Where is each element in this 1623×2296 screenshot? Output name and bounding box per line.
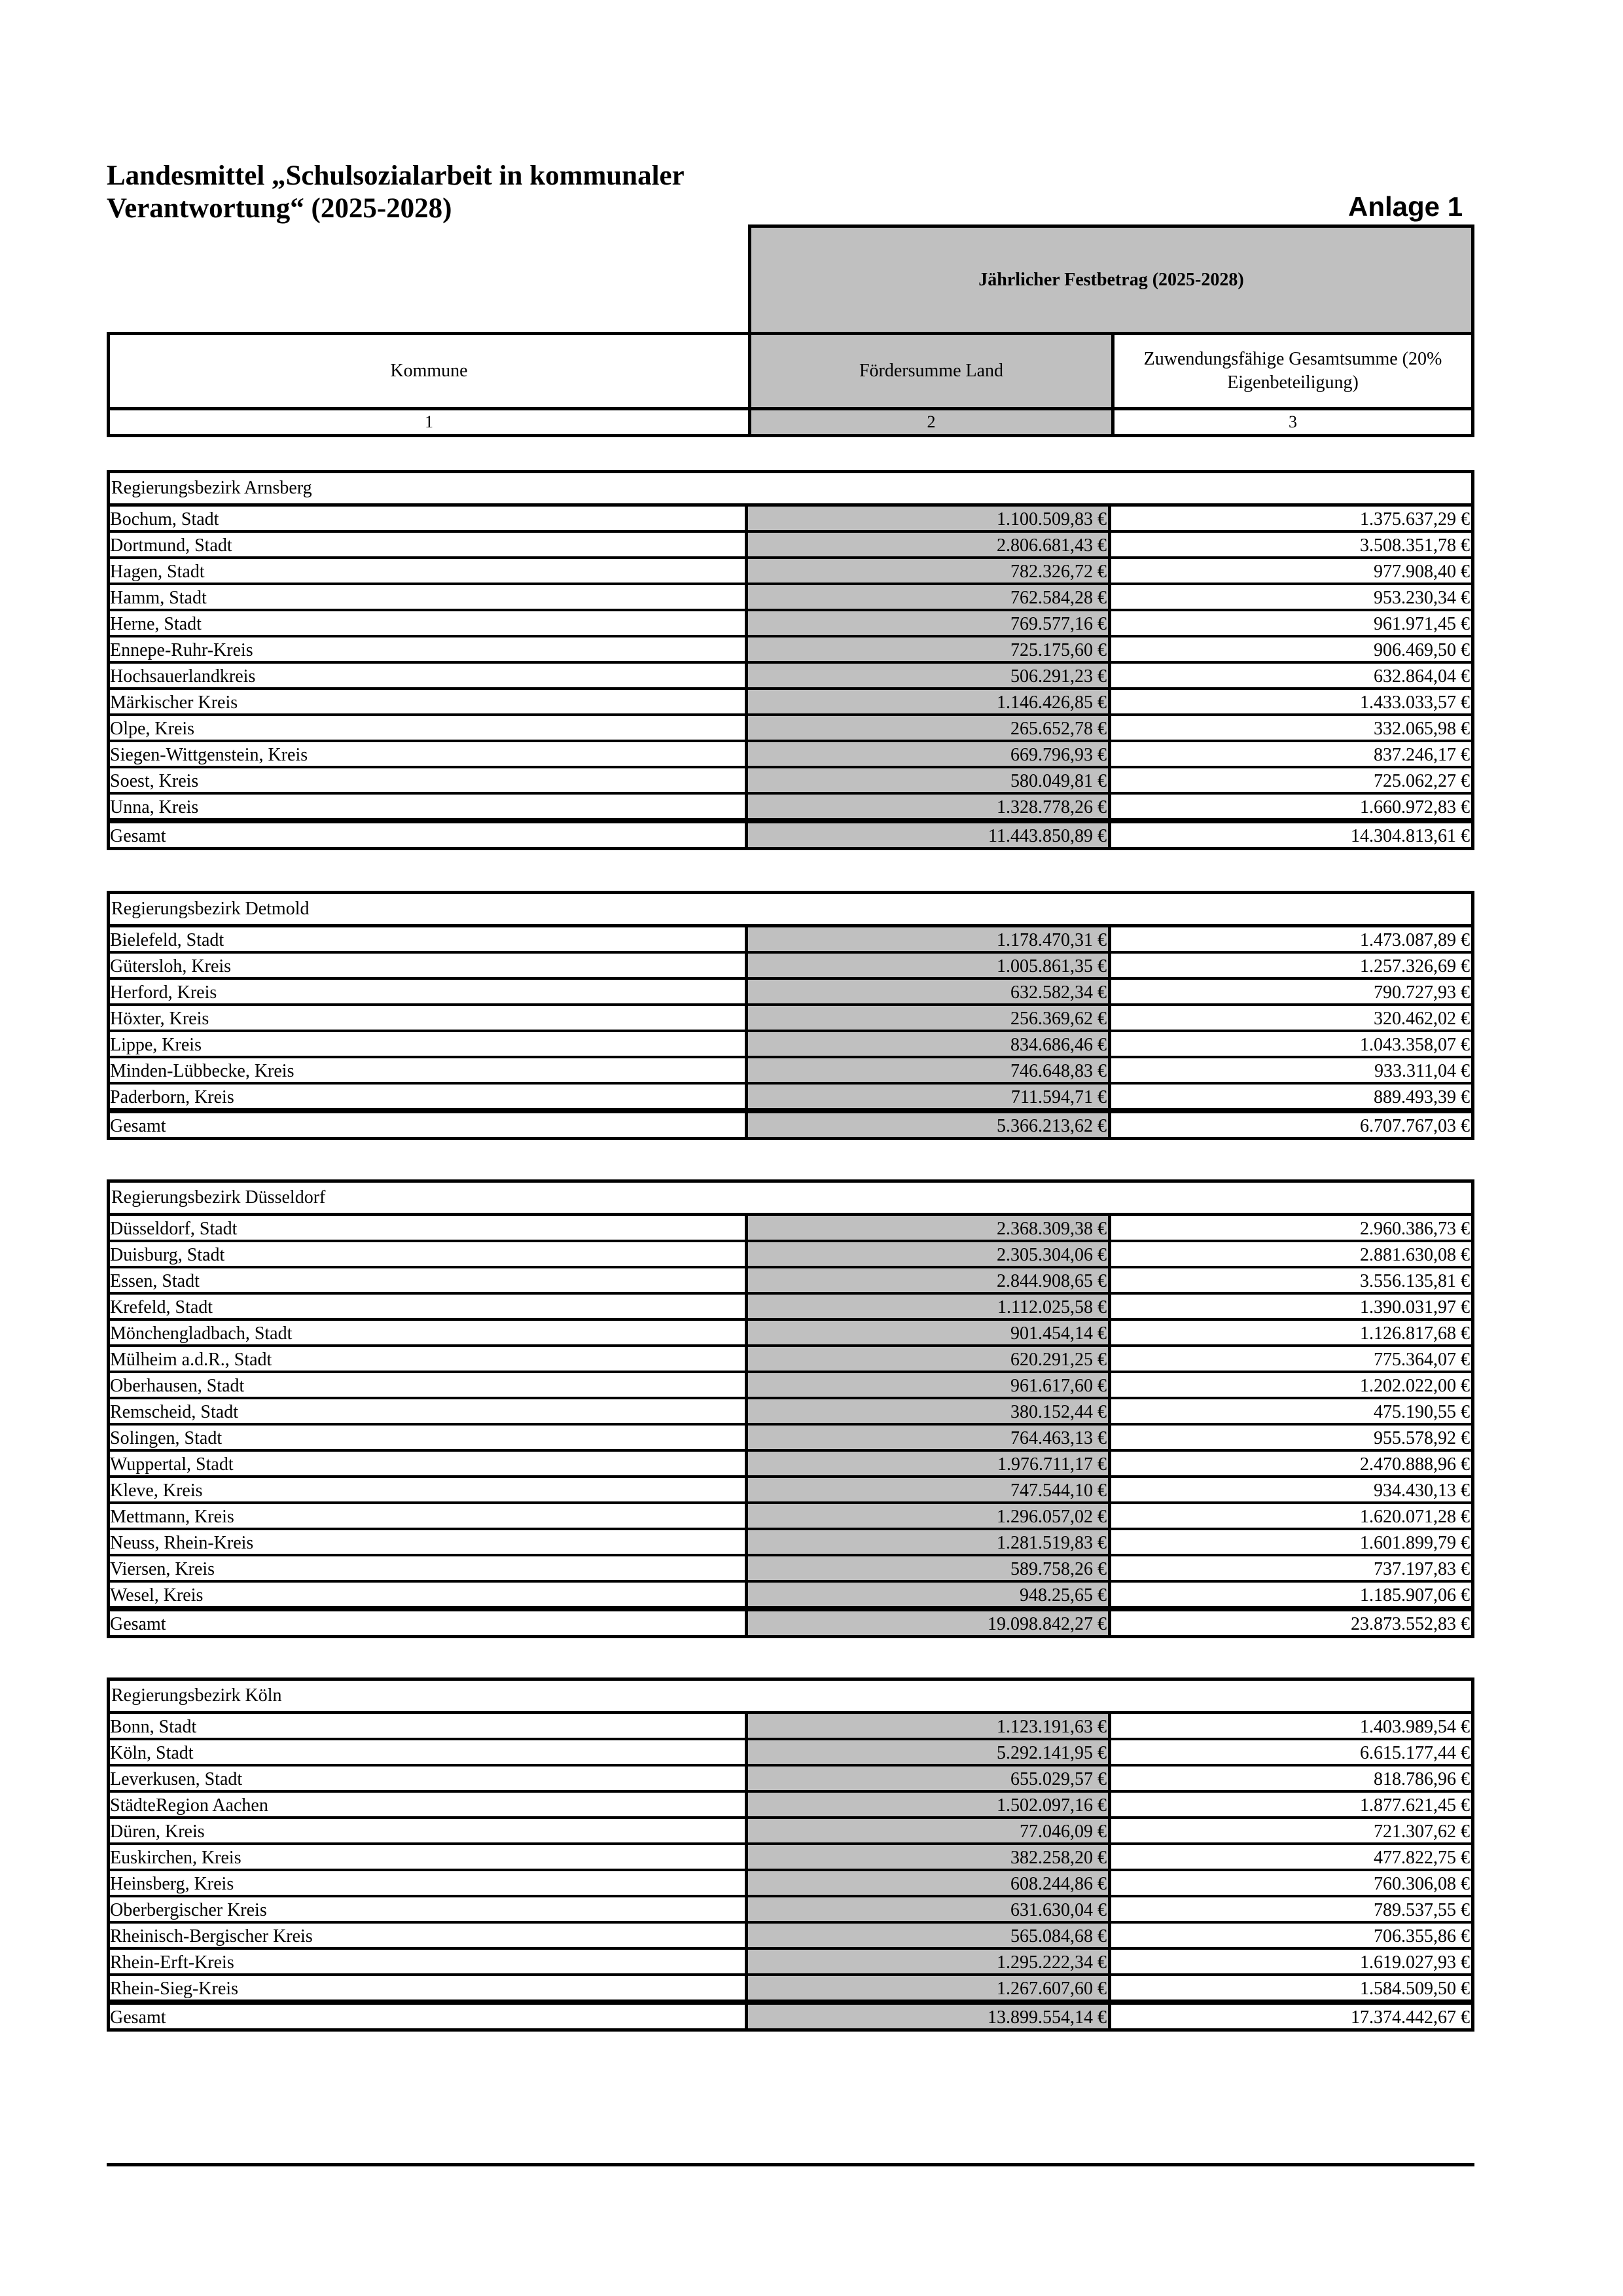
- gesamtsumme-cell: 632.864,04 €: [1374, 666, 1470, 687]
- municipality-cell: Lippe, Kreis: [110, 1035, 202, 1055]
- gesamtsumme-cell: 953.230,34 €: [1374, 588, 1470, 608]
- section-rows: [107, 507, 1474, 850]
- gesamtsumme-cell: 818.786,96 €: [1374, 1769, 1470, 1789]
- column-number-1: 1: [425, 412, 433, 431]
- foerdersumme-cell: 834.686,46 €: [745, 1032, 1111, 1056]
- foerdersumme-cell: 1.146.426,85 €: [745, 690, 1111, 713]
- total-row: [110, 2002, 1471, 2028]
- foerdersumme-cell: 764.463,13 €: [745, 1426, 1111, 1449]
- total-row: [110, 1609, 1471, 1635]
- section-title: Regierungsbezirk Arnsberg: [107, 470, 1474, 507]
- table-row: [110, 1058, 1471, 1085]
- document-title: [107, 160, 685, 225]
- municipality-cell: Unna, Kreis: [110, 797, 199, 817]
- gesamtsumme-cell: 889.493,39 €: [1374, 1087, 1470, 1107]
- foerdersumme-cell: 725.175,60 €: [745, 637, 1111, 661]
- foerdersumme-cell: 631.630,04 €: [745, 1897, 1111, 1921]
- foerdersumme-cell: 11.443.850,89 €: [745, 823, 1111, 847]
- foerdersumme-cell: 948.25,65 €: [745, 1583, 1111, 1606]
- foerdersumme-cell: 19.098.842,27 €: [745, 1611, 1111, 1635]
- municipality-cell: Bielefeld, Stadt: [110, 930, 224, 950]
- foerdersumme-cell: 1.100.509,83 €: [745, 507, 1111, 530]
- section-title: Regierungsbezirk Düsseldorf: [107, 1179, 1474, 1216]
- municipality-cell: Olpe, Kreis: [110, 719, 195, 739]
- gesamtsumme-cell: 475.190,55 €: [1374, 1402, 1470, 1422]
- table-row: [110, 954, 1471, 980]
- foerdersumme-cell: 77.046,09 €: [745, 1819, 1111, 1842]
- column-numbers: [107, 410, 1474, 437]
- table-row: [110, 1845, 1471, 1871]
- gesamtsumme-cell: 933.311,04 €: [1374, 1061, 1470, 1081]
- municipality-cell: Paderborn, Kreis: [110, 1087, 234, 1107]
- gesamtsumme-cell: 1.433.033,57 €: [1360, 692, 1470, 713]
- table-row: [110, 768, 1471, 795]
- section-rows: [107, 1216, 1474, 1638]
- foerdersumme-cell: 1.123.191,63 €: [745, 1714, 1111, 1738]
- municipality-cell: Mönchengladbach, Stadt: [110, 1323, 293, 1344]
- table-row: [110, 1452, 1471, 1478]
- gesamtsumme-cell: 14.304.813,61 €: [1351, 826, 1470, 846]
- foerdersumme-cell: 506.291,23 €: [745, 664, 1111, 687]
- gesamtsumme-cell: 789.537,55 €: [1374, 1900, 1470, 1920]
- gesamtsumme-cell: 934.430,13 €: [1374, 1480, 1470, 1501]
- table-row: [110, 716, 1471, 742]
- municipality-cell: Rheinisch-Bergischer Kreis: [110, 1926, 313, 1946]
- municipality-cell: Gesamt: [110, 1614, 166, 1634]
- table-row: [110, 1426, 1471, 1452]
- table-row: [110, 1295, 1471, 1321]
- gesamtsumme-cell: 332.065,98 €: [1374, 719, 1470, 739]
- table-row: [110, 795, 1471, 821]
- table-row: [110, 1006, 1471, 1032]
- table-row: [110, 1924, 1471, 1950]
- section-title: Regierungsbezirk Detmold: [107, 891, 1474, 927]
- footer-rule: [107, 2163, 1474, 2166]
- foerdersumme-cell: 746.648,83 €: [745, 1058, 1111, 1082]
- municipality-cell: Düren, Kreis: [110, 1821, 205, 1842]
- gesamtsumme-cell: 2.470.888,96 €: [1360, 1454, 1470, 1475]
- municipality-cell: Herford, Kreis: [110, 982, 217, 1003]
- table-row: [110, 1976, 1471, 2002]
- foerdersumme-cell: 711.594,71 €: [745, 1085, 1111, 1108]
- section-regierungsbezirk-detmold: [107, 891, 1474, 1140]
- table-row: [110, 1556, 1471, 1583]
- table-row: [110, 1373, 1471, 1399]
- header-foerdersumme: Fördersumme Land: [748, 335, 1115, 407]
- gesamtsumme-cell: 1.620.071,28 €: [1360, 1507, 1470, 1527]
- municipality-cell: Wuppertal, Stadt: [110, 1454, 234, 1475]
- gesamtsumme-cell: 1.043.358,07 €: [1360, 1035, 1470, 1055]
- gesamtsumme-cell: 1.473.087,89 €: [1360, 930, 1470, 950]
- foerdersumme-cell: 620.291,25 €: [745, 1347, 1111, 1371]
- table-row: [110, 1714, 1471, 1740]
- annex-label: Anlage 1: [1348, 191, 1463, 222]
- gesamtsumme-cell: 1.619.027,93 €: [1360, 1952, 1470, 1973]
- table-row: [110, 927, 1471, 954]
- foerdersumme-cell: 669.796,93 €: [745, 742, 1111, 766]
- table-row: [110, 1871, 1471, 1897]
- table-row: [110, 1767, 1471, 1793]
- table-row: [110, 742, 1471, 768]
- municipality-cell: Minden-Lübbecke, Kreis: [110, 1061, 294, 1081]
- table-row: [110, 690, 1471, 716]
- foerdersumme-cell: 1.178.470,31 €: [745, 927, 1111, 951]
- gesamtsumme-cell: 3.556.135,81 €: [1360, 1271, 1470, 1291]
- gesamtsumme-cell: 3.508.351,78 €: [1360, 535, 1470, 556]
- foerdersumme-cell: 782.326,72 €: [745, 559, 1111, 583]
- municipality-cell: Bochum, Stadt: [110, 509, 219, 529]
- municipality-cell: Viersen, Kreis: [110, 1559, 215, 1579]
- foerdersumme-cell: 1.112.025,58 €: [745, 1295, 1111, 1318]
- header-gesamtsumme: Zuwendungsfähige Gesamtsumme (20% Eigenbeteiligung): [1143, 349, 1442, 393]
- gesamtsumme-cell: 837.246,17 €: [1374, 745, 1470, 765]
- municipality-cell: Gesamt: [110, 2007, 166, 2028]
- foerdersumme-cell: 382.258,20 €: [745, 1845, 1111, 1869]
- gesamtsumme-cell: 725.062,27 €: [1374, 771, 1470, 791]
- section-rows: [107, 927, 1474, 1140]
- gesamtsumme-cell: 955.578,92 €: [1374, 1428, 1470, 1448]
- gesamtsumme-cell: 760.306,08 €: [1374, 1874, 1470, 1894]
- municipality-cell: Hochsauerlandkreis: [110, 666, 256, 687]
- table-row: [110, 1085, 1471, 1111]
- table-row: [110, 1897, 1471, 1924]
- foerdersumme-cell: 2.806.681,43 €: [745, 533, 1111, 556]
- gesamtsumme-cell: 1.375.637,29 €: [1360, 509, 1470, 529]
- table-row: [110, 1321, 1471, 1347]
- table-header: [107, 332, 1474, 410]
- gesamtsumme-cell: 2.960.386,73 €: [1360, 1219, 1470, 1239]
- municipality-cell: Wesel, Kreis: [110, 1585, 204, 1605]
- foerdersumme-cell: 632.582,34 €: [745, 980, 1111, 1003]
- gesamtsumme-cell: 1.601.899,79 €: [1360, 1533, 1470, 1553]
- municipality-cell: Märkischer Kreis: [110, 692, 238, 713]
- foerdersumme-cell: 1.328.778,26 €: [745, 795, 1111, 818]
- column-number-3: 3: [1289, 412, 1297, 431]
- gesamtsumme-cell: 23.873.552,83 €: [1351, 1614, 1470, 1634]
- gesamtsumme-cell: 1.202.022,00 €: [1360, 1376, 1470, 1396]
- municipality-cell: Köln, Stadt: [110, 1743, 194, 1763]
- municipality-cell: Mettmann, Kreis: [110, 1507, 234, 1527]
- municipality-cell: Remscheid, Stadt: [110, 1402, 238, 1422]
- table-row: [110, 1950, 1471, 1976]
- table-row: [110, 1819, 1471, 1845]
- foerdersumme-cell: 380.152,44 €: [745, 1399, 1111, 1423]
- municipality-cell: Rhein-Erft-Kreis: [110, 1952, 234, 1973]
- gesamtsumme-cell: 1.185.907,06 €: [1360, 1585, 1470, 1605]
- table-row: [110, 1504, 1471, 1530]
- total-row: [110, 821, 1471, 847]
- foerdersumme-cell: 655.029,57 €: [745, 1767, 1111, 1790]
- table-row: [110, 1242, 1471, 1268]
- header-kommune: Kommune: [390, 361, 468, 381]
- municipality-cell: Hamm, Stadt: [110, 588, 207, 608]
- municipality-cell: StädteRegion Aachen: [110, 1795, 268, 1816]
- municipality-cell: Kleve, Kreis: [110, 1480, 203, 1501]
- foerdersumme-cell: 265.652,78 €: [745, 716, 1111, 740]
- section-title: Regierungsbezirk Köln: [107, 1677, 1474, 1714]
- gesamtsumme-cell: 6.615.177,44 €: [1360, 1743, 1470, 1763]
- foerdersumme-cell: 769.577,16 €: [745, 611, 1111, 635]
- foerdersumme-cell: 1.267.607,60 €: [745, 1976, 1111, 2000]
- municipality-cell: Gesamt: [110, 826, 166, 846]
- municipality-cell: Herne, Stadt: [110, 614, 202, 634]
- table-row: [110, 1399, 1471, 1426]
- section-rows: [107, 1714, 1474, 2032]
- gesamtsumme-cell: 320.462,02 €: [1374, 1009, 1470, 1029]
- gesamtsumme-cell: 2.881.630,08 €: [1360, 1245, 1470, 1265]
- gesamtsumme-cell: 1.877.621,45 €: [1360, 1795, 1470, 1816]
- municipality-cell: Mülheim a.d.R., Stadt: [110, 1350, 272, 1370]
- municipality-cell: Oberhausen, Stadt: [110, 1376, 245, 1396]
- municipality-cell: Euskirchen, Kreis: [110, 1848, 241, 1868]
- gesamtsumme-cell: 977.908,40 €: [1374, 562, 1470, 582]
- gesamtsumme-cell: 1.660.972,83 €: [1360, 797, 1470, 817]
- foerdersumme-cell: 5.366.213,62 €: [745, 1113, 1111, 1137]
- municipality-cell: Gesamt: [110, 1116, 166, 1136]
- table-row: [110, 980, 1471, 1006]
- table-row: [110, 664, 1471, 690]
- gesamtsumme-cell: 6.707.767,03 €: [1360, 1116, 1470, 1136]
- gesamtsumme-cell: 790.727,93 €: [1374, 982, 1470, 1003]
- municipality-cell: Krefeld, Stadt: [110, 1297, 213, 1318]
- gesamtsumme-cell: 1.584.509,50 €: [1360, 1979, 1470, 1999]
- foerdersumme-cell: 762.584,28 €: [745, 585, 1111, 609]
- section-regierungsbezirk-koeln: [107, 1677, 1474, 2032]
- municipality-cell: Duisburg, Stadt: [110, 1245, 225, 1265]
- foerdersumme-cell: 961.617,60 €: [745, 1373, 1111, 1397]
- foerdersumme-cell: 2.368.309,38 €: [745, 1216, 1111, 1240]
- gesamtsumme-cell: 961.971,45 €: [1374, 614, 1470, 634]
- municipality-cell: Gütersloh, Kreis: [110, 956, 232, 977]
- municipality-cell: Neuss, Rhein-Kreis: [110, 1533, 254, 1553]
- municipality-cell: Düsseldorf, Stadt: [110, 1219, 238, 1239]
- gesamtsumme-cell: 1.403.989,54 €: [1360, 1717, 1470, 1737]
- municipality-cell: Oberbergischer Kreis: [110, 1900, 267, 1920]
- table-row: [110, 507, 1471, 533]
- table-row: [110, 1216, 1471, 1242]
- foerdersumme-cell: 589.758,26 €: [745, 1556, 1111, 1580]
- table-row: [110, 1740, 1471, 1767]
- table-row: [110, 1530, 1471, 1556]
- foerdersumme-cell: 1.296.057,02 €: [745, 1504, 1111, 1528]
- table-row: [110, 637, 1471, 664]
- table-row: [110, 1032, 1471, 1058]
- municipality-cell: Leverkusen, Stadt: [110, 1769, 243, 1789]
- table-row: [110, 585, 1471, 611]
- foerdersumme-cell: 1.281.519,83 €: [745, 1530, 1111, 1554]
- foerdersumme-cell: 2.844.908,65 €: [745, 1268, 1111, 1292]
- table-row: [110, 1268, 1471, 1295]
- municipality-cell: Hagen, Stadt: [110, 562, 205, 582]
- municipality-cell: Heinsberg, Kreis: [110, 1874, 234, 1894]
- gesamtsumme-cell: 1.126.817,68 €: [1360, 1323, 1470, 1344]
- title-line-1: Landesmittel „Schulsozialarbeit in kommunaler: [107, 160, 685, 191]
- foerdersumme-cell: 1.295.222,34 €: [745, 1950, 1111, 1973]
- header-group-label: Jährlicher Festbetrag (2025-2028): [748, 224, 1474, 332]
- foerdersumme-cell: 1.502.097,16 €: [745, 1793, 1111, 1816]
- gesamtsumme-cell: 1.257.326,69 €: [1360, 956, 1470, 977]
- municipality-cell: Rhein-Sieg-Kreis: [110, 1979, 238, 1999]
- section-regierungsbezirk-arnsberg: [107, 470, 1474, 850]
- gesamtsumme-cell: 17.374.442,67 €: [1351, 2007, 1470, 2028]
- foerdersumme-cell: 580.049,81 €: [745, 768, 1111, 792]
- municipality-cell: Dortmund, Stadt: [110, 535, 232, 556]
- gesamtsumme-cell: 775.364,07 €: [1374, 1350, 1470, 1370]
- foerdersumme-cell: 13.899.554,14 €: [745, 2005, 1111, 2028]
- column-number-2: 2: [748, 410, 1115, 434]
- municipality-cell: Bonn, Stadt: [110, 1717, 197, 1737]
- municipality-cell: Siegen-Wittgenstein, Kreis: [110, 745, 308, 765]
- gesamtsumme-cell: 721.307,62 €: [1374, 1821, 1470, 1842]
- table-row: [110, 533, 1471, 559]
- table-row: [110, 559, 1471, 585]
- table-row: [110, 1347, 1471, 1373]
- table-row: [110, 1583, 1471, 1609]
- table-row: [110, 1478, 1471, 1504]
- foerdersumme-cell: 747.544,10 €: [745, 1478, 1111, 1501]
- gesamtsumme-cell: 1.390.031,97 €: [1360, 1297, 1470, 1318]
- gesamtsumme-cell: 737.197,83 €: [1374, 1559, 1470, 1579]
- municipality-cell: Soest, Kreis: [110, 771, 199, 791]
- gesamtsumme-cell: 706.355,86 €: [1374, 1926, 1470, 1946]
- foerdersumme-cell: 1.005.861,35 €: [745, 954, 1111, 977]
- gesamtsumme-cell: 477.822,75 €: [1374, 1848, 1470, 1868]
- gesamtsumme-cell: 906.469,50 €: [1374, 640, 1470, 660]
- foerdersumme-cell: 608.244,86 €: [745, 1871, 1111, 1895]
- municipality-cell: Solingen, Stadt: [110, 1428, 223, 1448]
- section-regierungsbezirk-duesseldorf: [107, 1179, 1474, 1638]
- municipality-cell: Höxter, Kreis: [110, 1009, 209, 1029]
- foerdersumme-cell: 2.305.304,06 €: [745, 1242, 1111, 1266]
- title-line-2: Verantwortung“ (2025-2028): [107, 193, 452, 224]
- municipality-cell: Essen, Stadt: [110, 1271, 200, 1291]
- municipality-cell: Ennepe-Ruhr-Kreis: [110, 640, 253, 660]
- table-row: [110, 611, 1471, 637]
- total-row: [110, 1111, 1471, 1137]
- foerdersumme-cell: 1.976.711,17 €: [745, 1452, 1111, 1475]
- foerdersumme-cell: 256.369,62 €: [745, 1006, 1111, 1030]
- table-row: [110, 1793, 1471, 1819]
- foerdersumme-cell: 5.292.141,95 €: [745, 1740, 1111, 1764]
- foerdersumme-cell: 565.084,68 €: [745, 1924, 1111, 1947]
- foerdersumme-cell: 901.454,14 €: [745, 1321, 1111, 1344]
